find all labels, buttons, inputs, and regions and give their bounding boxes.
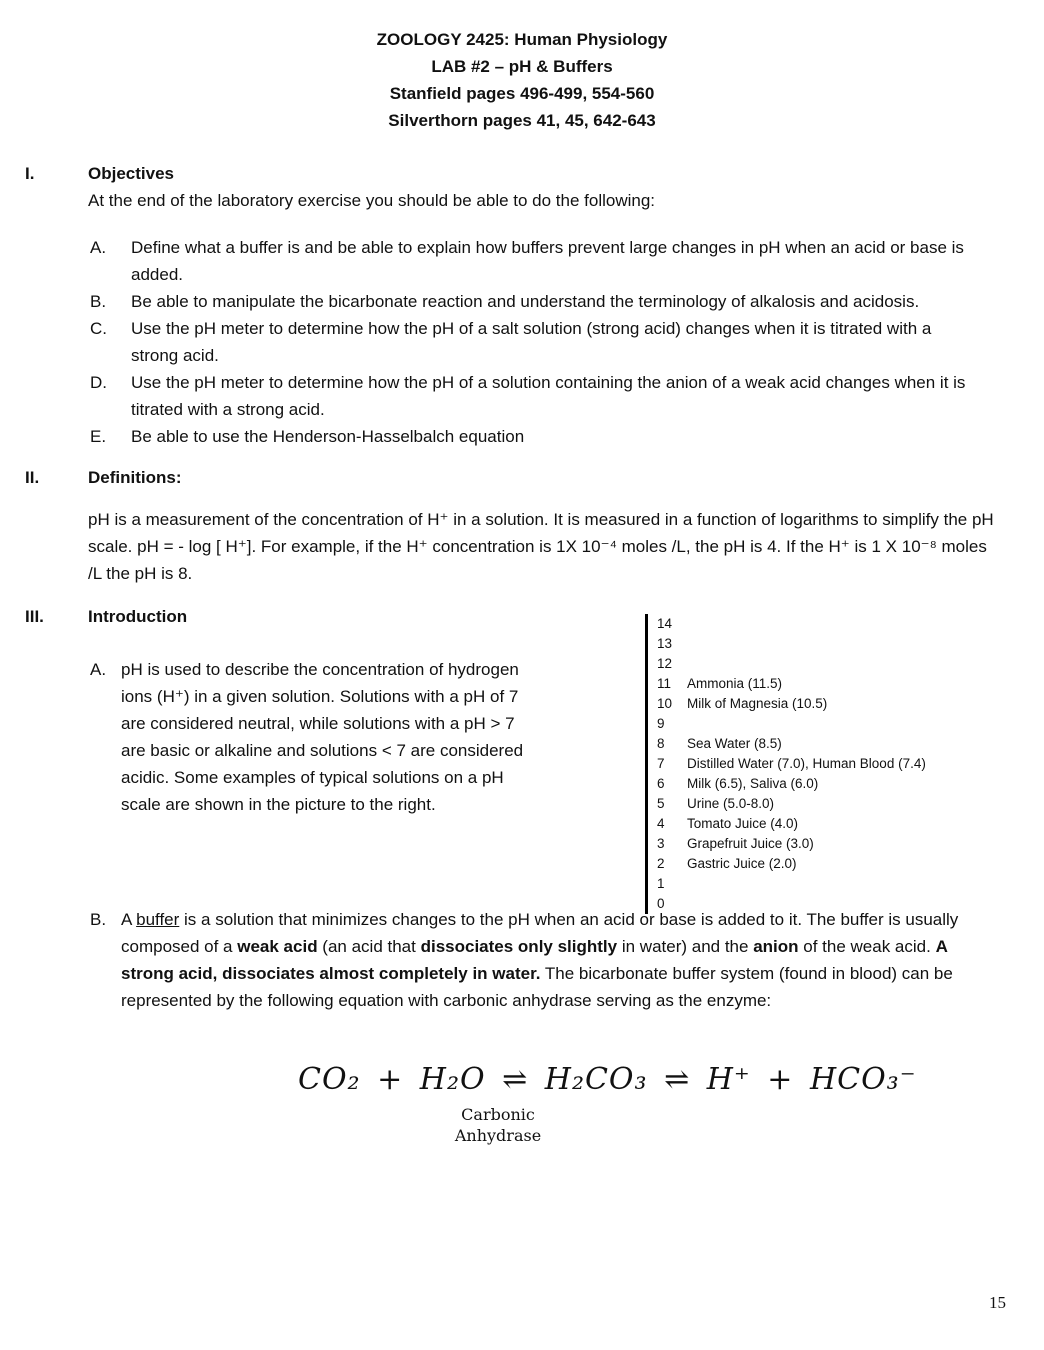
ph-scale-row [657, 694, 926, 714]
stanfield-pages: Stanfield pages 496-499, 554-560 [389, 84, 655, 103]
text-segment: A [121, 910, 137, 929]
ph-scale-label: Sea Water (8.5) [687, 736, 782, 751]
ph-scale-row [657, 674, 926, 694]
ph-scale-row [657, 874, 926, 894]
lab-title: LAB #2 – pH & Buffers [431, 57, 613, 76]
ph-scale-row [657, 814, 926, 834]
section-numeral: I. [25, 164, 35, 183]
ph-scale-label: Distilled Water (7.0), Human Blood (7.4) [687, 756, 926, 771]
objective-item [90, 369, 1044, 423]
text-segment: A strong acid, dissociates almost completely in water. [121, 937, 948, 983]
ph-scale-label: Milk (6.5), Saliva (6.0) [687, 776, 819, 791]
section-numeral: III. [25, 607, 44, 626]
ph-scale-row [657, 834, 926, 854]
text-segment: weak acid [237, 937, 318, 956]
objective-item [90, 315, 1044, 369]
text-segment: is a solution that minimizes changes to the pH when an acid or base is added to it. The buffer is usually composed of a [121, 910, 959, 956]
ph-scale-number: 3 [657, 836, 665, 851]
carbonic-anhydrase-line2: Anhydrase [454, 1126, 542, 1145]
objective-text: Be able to use the Henderson-Hasselbalch equation [131, 427, 525, 446]
ph-scale-row [657, 634, 926, 654]
ph-scale-number: 4 [657, 816, 665, 831]
ph-scale-figure [645, 614, 926, 914]
introduction-item-b [90, 906, 1044, 1014]
item-a-text: pH is used to describe the concentration of hydrogen ions (H⁺) in a given solution. Solutions with a pH of 7 are considered neutral, while solutions with a pH > 7 are basic or alkaline and solutions < 7 are considered acidic. Some examples of typical solutions on a pH scale are shown in the picture to the right. [121, 660, 524, 814]
ph-scale-number: 7 [657, 756, 665, 771]
bicarbonate-equation: CO₂ + H₂O ⇌ H₂CO₃ ⇌ H⁺ + HCO₃⁻ [298, 1062, 917, 1097]
ph-scale-number: 11 [657, 676, 672, 691]
ph-scale-label: Ammonia (11.5) [687, 676, 783, 691]
ph-scale-row [657, 774, 926, 794]
ph-scale-row [657, 614, 926, 634]
ph-scale-label: Grapefruit Juice (3.0) [687, 836, 814, 851]
carbonic-anhydrase-line1: Carbonic [461, 1105, 535, 1124]
objective-letter: C. [90, 319, 107, 338]
objective-text: Define what a buffer is and be able to explain how buffers prevent large changes in pH when an acid or base is added. [131, 238, 964, 284]
ph-scale-number: 10 [657, 696, 673, 711]
page-number: 15 [989, 1293, 1006, 1312]
text-segment: The bicarbonate buffer system (found in blood) can be represented by the following equation with carbonic anhydrase serving as the enzyme: [121, 964, 953, 1010]
ph-scale-number: 8 [657, 736, 665, 751]
objective-letter: B. [90, 292, 107, 311]
text-segment: anion [753, 937, 799, 956]
text-segment: of the weak acid. [798, 937, 936, 956]
text-segment: (an acid that [317, 937, 421, 956]
ph-scale-row [657, 754, 926, 774]
ph-scale-row [657, 794, 926, 814]
ph-scale-number: 6 [657, 776, 665, 791]
document-header [0, 0, 1044, 134]
ph-scale-label: Gastric Juice (2.0) [687, 856, 797, 871]
item-letter: B. [90, 910, 107, 929]
ph-scale-number: 13 [657, 636, 673, 651]
ph-scale-number: 12 [657, 656, 673, 671]
ph-scale-row [657, 714, 926, 734]
text-segment: in water) and the [617, 937, 754, 956]
objective-text: Be able to manipulate the bicarbonate reaction and understand the terminology of alkalosis and acidosis. [131, 292, 920, 311]
objective-text: Use the pH meter to determine how the pH of a solution containing the anion of a weak acid changes when it is titrated with a strong acid. [131, 373, 966, 419]
item-letter: A. [90, 660, 107, 679]
section-title: Introduction [88, 607, 188, 626]
course-title: ZOOLOGY 2425: Human Physiology [376, 30, 668, 49]
ph-scale-label: Tomato Juice (4.0) [687, 816, 799, 831]
ph-scale-row [657, 854, 926, 874]
ph-scale-row [657, 734, 926, 754]
ph-scale-row [657, 894, 926, 914]
section-objectives [0, 160, 1044, 450]
ph-scale-number: 1 [657, 876, 665, 891]
objective-letter: A. [90, 238, 107, 257]
ph-scale-number: 2 [657, 856, 665, 871]
section-definitions-heading [25, 464, 1044, 491]
ph-scale-label: Milk of Magnesia (10.5) [687, 696, 828, 711]
objectives-intro: At the end of the laboratory exercise you should be able to do the following: [88, 191, 656, 210]
objective-item [90, 288, 1044, 315]
objective-letter: D. [90, 373, 107, 392]
text-segment: buffer [136, 910, 180, 929]
ph-scale-number: 14 [657, 616, 673, 631]
section-title: Definitions: [88, 468, 182, 487]
objective-text: Use the pH meter to determine how the pH of a salt solution (strong acid) changes when it is titrated with a strong acid. [131, 319, 932, 365]
ph-scale-number: 0 [657, 896, 665, 911]
section-title: Objectives [88, 164, 174, 183]
text-segment: dissociates only slightly [420, 937, 618, 956]
section-objectives-heading [25, 160, 1044, 187]
objective-letter: E. [90, 427, 107, 446]
ph-scale-number: 5 [657, 796, 665, 811]
objective-item [90, 234, 1044, 288]
ph-scale-row [657, 654, 926, 674]
carbonic-anhydrase-label [398, 1104, 598, 1146]
objectives-list [90, 234, 1044, 450]
ph-scale-label: Urine (5.0-8.0) [687, 796, 775, 811]
silverthorn-pages: Silverthorn pages 41, 45, 642-643 [388, 111, 656, 130]
ph-scale-number: 9 [657, 716, 665, 731]
objective-item [90, 423, 1044, 450]
definitions-paragraph: pH is a measurement of the concentration of H⁺ in a solution. It is measured in a function of logarithms to simplify the pH scale. pH = - log [ H⁺]. For example, if the H⁺ concentration is 1X 10⁻⁴ moles /L, the pH is 4. If the H⁺ is 1 X 10⁻⁸ moles /L the pH is 8. [88, 510, 994, 583]
item-b-text [121, 906, 971, 1014]
section-definitions [0, 464, 1044, 587]
section-numeral: II. [25, 468, 40, 487]
